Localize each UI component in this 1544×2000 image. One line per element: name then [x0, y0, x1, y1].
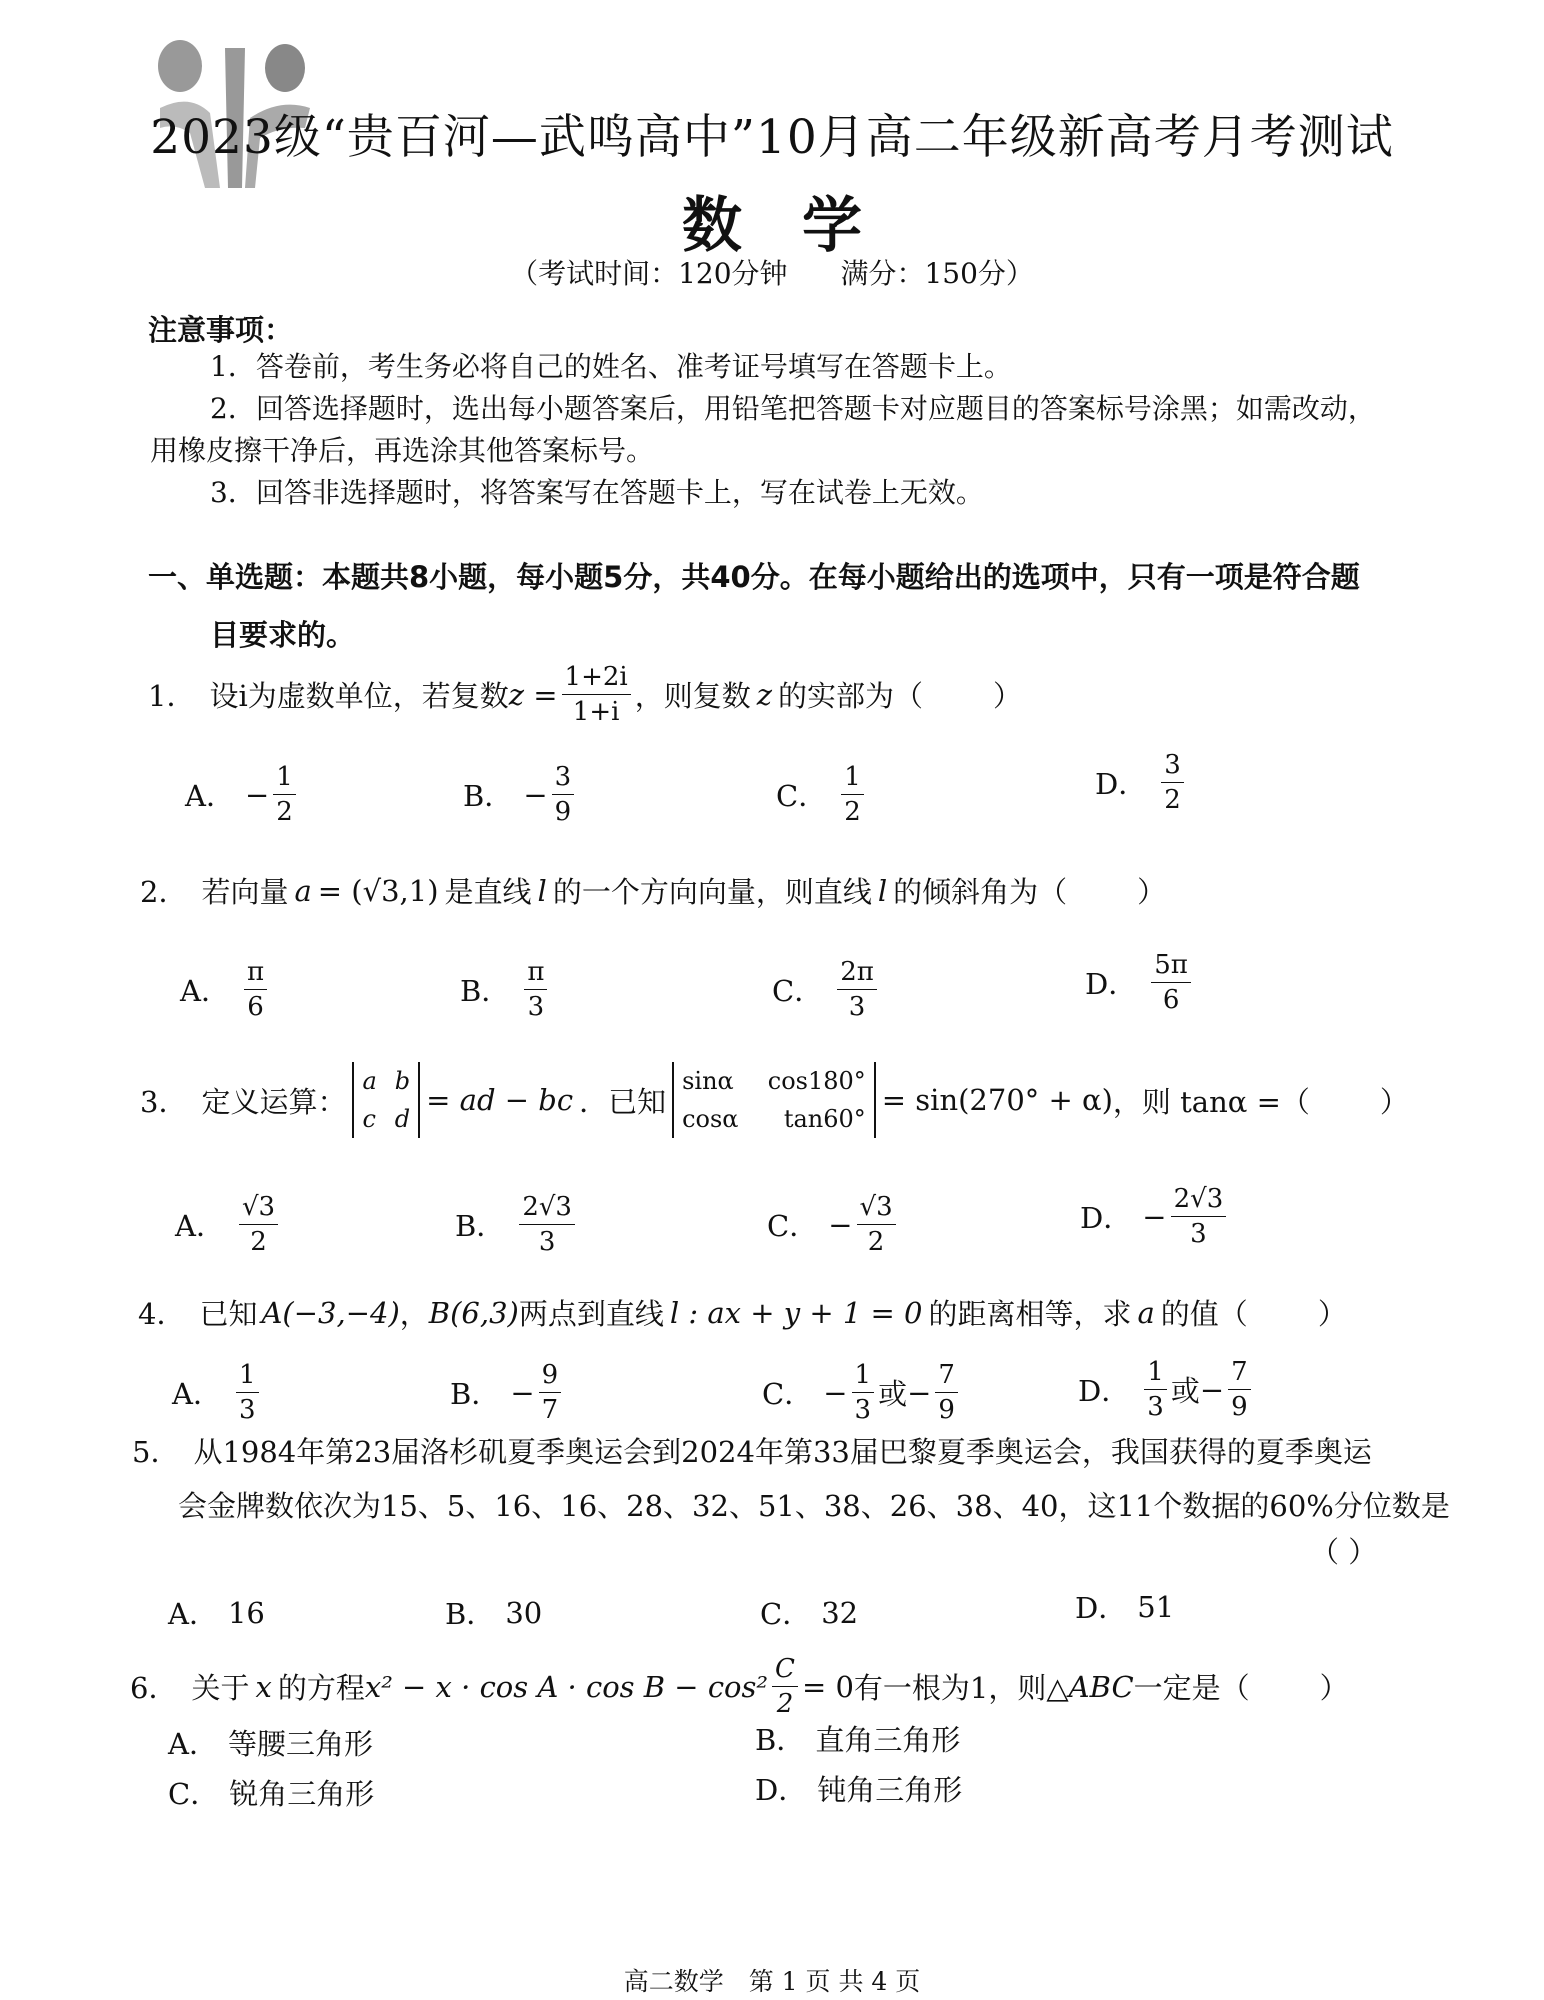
page-footer: 高二数学 第 1 页 共 4 页 [623, 1967, 921, 1996]
q6-text-mid: 的方程 [277, 1671, 365, 1705]
q6-text-pre: 关于 [191, 1671, 250, 1705]
q6-option-d[interactable]: D． 钝角三角形 [755, 1773, 963, 1807]
q3-option-c[interactable]: C． − $\frac{√3}{2}$ [767, 1190, 900, 1259]
q4-option-d[interactable]: D． $\frac{1}{3}$ 或 − $\frac{7}{9}$ [1078, 1355, 1255, 1424]
frac-num: 1+2i [562, 660, 631, 695]
exam-meta [0, 252, 1544, 292]
frac-den: 1+i [572, 697, 620, 727]
exam-title: 2023级“贵百河—武鸣高中”10月高二年级新高考月考测试 [150, 110, 1394, 165]
q2-line-l2: l [877, 873, 888, 908]
q3-option-a[interactable]: A． $\frac{√3}{2}$ [175, 1190, 282, 1259]
notice-item-1: 1．答卷前，考生务必将自己的姓名、准考证号填写在答题卡上。 [210, 350, 1012, 383]
q2-option-a[interactable]: A． $\frac{\pi}{6}$ [180, 955, 271, 1024]
q5-option-b[interactable]: B． 30 [445, 1595, 543, 1631]
q2-text-end: 的倾斜角为（ [893, 875, 1068, 909]
q6-equation-part1: x² − x · cos A · cos B − cos² [364, 1669, 769, 1704]
question-5 [132, 1430, 1372, 1471]
q5-line1: 从1984年第23届洛杉矶夏季奥运会到2024年第33届巴黎夏季奥运会，我国获得的夏季奥运 [193, 1435, 1372, 1469]
q4-text-mid: 两点到直线 [518, 1297, 664, 1331]
section-heading-line2: 目要求的。 [210, 618, 356, 652]
q1-option-b[interactable]: B． − $\frac{3}{9}$ [463, 760, 578, 829]
q6-option-c[interactable]: C． 锐角三角形 [168, 1777, 375, 1811]
q4-text-end: 的值（ [1160, 1297, 1248, 1331]
q6-option-a[interactable]: A． 等腰三角形 [168, 1727, 373, 1761]
q2-text-mid2: 的一个方向向量，则直线 [552, 875, 872, 909]
q6-text-mid2: 有一根为1，则△ [853, 1671, 1069, 1705]
q3-text-end: ，则 tanα =（ [1112, 1084, 1310, 1119]
q3-close-paren: ） [1379, 1084, 1409, 1119]
question-3 [140, 1062, 1409, 1138]
q4-text-pre: 已知 [199, 1297, 258, 1331]
q2-option-b[interactable]: B． $\frac{\pi}{3}$ [460, 955, 551, 1024]
q3-text-pre: 定义运算： [201, 1084, 347, 1119]
question-5-cont [178, 1484, 1450, 1525]
subject-title: 数学 [682, 191, 922, 261]
question-number: 6． [130, 1671, 178, 1705]
question-number: 3． [140, 1084, 188, 1119]
notice-item-3: 3．回答非选择题时，将答案写在答题卡上，写在试卷上无效。 [210, 476, 984, 509]
q2-option-d[interactable]: D． $\frac{5\pi}{6}$ [1085, 948, 1195, 1017]
q4-option-c[interactable]: C． − $\frac{1}{3}$ 或 − $\frac{7}{9}$ [762, 1358, 962, 1427]
q6-close-paren: ） [1319, 1671, 1349, 1705]
q3-option-b[interactable]: B． $\frac{2√3}{3}$ [455, 1190, 579, 1259]
question-number: 4． [138, 1297, 186, 1331]
q2-text-pre: 若向量 [201, 875, 289, 909]
q3-text-mid: ．已知 [579, 1084, 667, 1119]
notice-item-2: 2．回答选择题时，选出每小题答案后，用铅笔把答题卡对应题目的答案标号涂黑；如需改动， [210, 392, 1376, 425]
question-number: 1． [148, 679, 196, 713]
notice-item-2-cont: 用橡皮擦干净后，再选涂其他答案标号。 [150, 434, 655, 467]
question-number: 5． [132, 1435, 180, 1469]
q1-fraction [562, 660, 631, 729]
q4-option-b[interactable]: B． − $\frac{9}{7}$ [450, 1358, 565, 1427]
q5-option-a[interactable]: A． 16 [168, 1595, 265, 1631]
q1-option-c[interactable]: C． $\frac{1}{2}$ [776, 760, 868, 829]
section-heading [148, 548, 1448, 664]
q4-close-paren: ） [1317, 1297, 1347, 1331]
q3-determinant-def: a b c d [352, 1062, 420, 1138]
q1-option-a[interactable]: A． − $\frac{1}{2}$ [185, 760, 300, 829]
q6-var-x: x [255, 1669, 272, 1704]
q4-point-b: B(6,3) [428, 1295, 519, 1330]
q4-var-a: a [1137, 1295, 1155, 1330]
q3-determinant-given: sinα cos180° cosα tan60° [672, 1062, 876, 1138]
q3-option-d[interactable]: D． − $\frac{2√3}{3}$ [1080, 1182, 1230, 1251]
question-1 [148, 660, 1022, 729]
question-4 [138, 1292, 1347, 1333]
q2-text-mid: 是直线 [444, 875, 532, 909]
question-2 [140, 870, 1166, 911]
q2-vector: a [294, 873, 312, 908]
q3-definition: = ad − bc [426, 1083, 574, 1117]
q6-text-end: 一定是（ [1133, 1671, 1250, 1705]
q4-point-a: A(−3,−4) [261, 1295, 400, 1330]
question-number: 2． [140, 875, 188, 909]
q6-fraction: $\frac{C}{2}$ [772, 1652, 798, 1721]
q3-rhs: = sin(270° + α) [881, 1083, 1113, 1117]
q5-option-d[interactable]: D． 51 [1075, 1589, 1175, 1625]
q4-comma: ， [399, 1297, 429, 1331]
exam-time: （考试时间：120分钟 [510, 257, 788, 290]
notice-heading: 注意事项： [148, 313, 294, 347]
question-6 [130, 1652, 1349, 1721]
section-heading-line1: 一、单选题：本题共8小题，每小题5分，共40分。在每小题给出的选项中，只有一项是符合题 [148, 560, 1360, 594]
q2-vector-value: = (√3,1) [317, 873, 439, 908]
full-score: 满分：150分） [840, 257, 1034, 290]
q2-line-l: l [537, 873, 547, 908]
q1-close-paren: ） [993, 679, 1023, 713]
q1-text-post: ，则复数 [634, 679, 751, 713]
q1-text-pre: 设i为虚数单位，若复数 [209, 679, 509, 713]
q4-line-eq: l : ax + y + 1 = 0 [669, 1295, 923, 1330]
q4-option-a[interactable]: A． $\frac{1}{3}$ [172, 1358, 263, 1427]
q6-triangle: ABC [1068, 1669, 1134, 1704]
q1-var-z2: z [756, 677, 773, 712]
q1-var-z: z = [508, 677, 558, 712]
q5-answer-paren: （ ） [1310, 1535, 1378, 1569]
q5-option-c[interactable]: C． 32 [760, 1595, 859, 1631]
q6-equation-part2: = 0 [801, 1669, 854, 1704]
q1-text-end: 的实部为（ [778, 679, 924, 713]
q2-close-paren: ） [1137, 875, 1167, 909]
q6-option-b[interactable]: B． 直角三角形 [755, 1723, 961, 1757]
q2-option-c[interactable]: C． $\frac{2\pi}{3}$ [772, 955, 881, 1024]
q1-option-d[interactable]: D． $\frac{3}{2}$ [1095, 748, 1188, 817]
q4-text-mid2: 的距离相等，求 [928, 1297, 1132, 1331]
q5-line2: 会金牌数依次为15、5、16、16、28、32、51、38、26、38、40，这11个数据的60%分位数是 [178, 1489, 1450, 1523]
